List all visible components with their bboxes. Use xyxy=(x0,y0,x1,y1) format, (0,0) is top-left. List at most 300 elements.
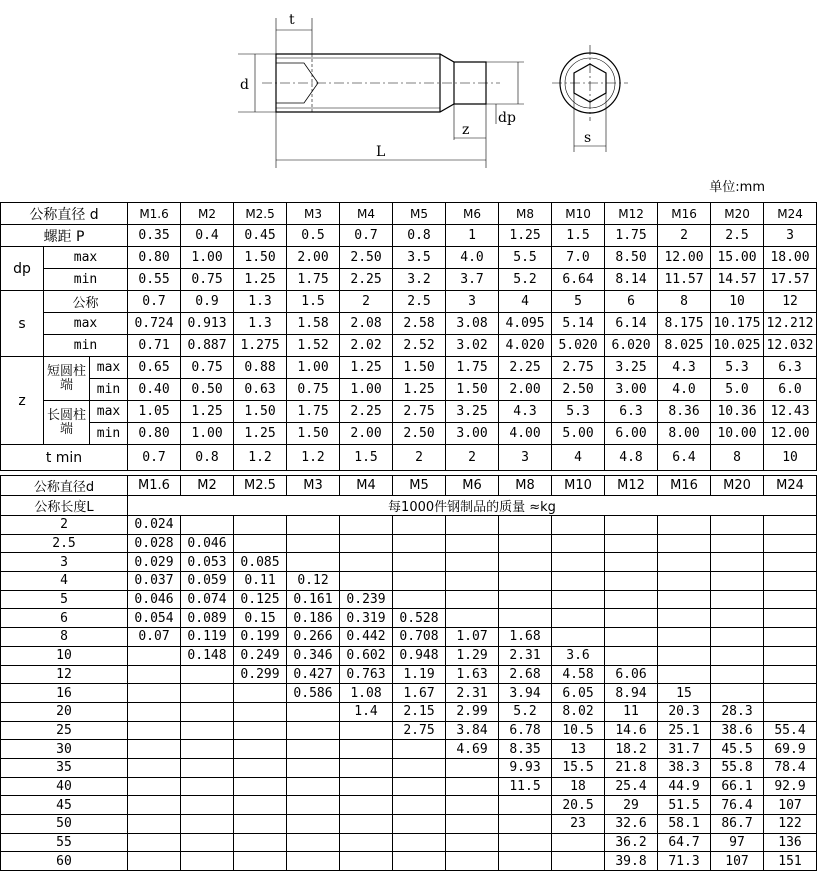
dp-min-value: 1.25 xyxy=(234,269,287,291)
table-row xyxy=(1,534,817,553)
label-min: min xyxy=(90,423,128,445)
dp-max-value: 15.00 xyxy=(711,247,764,269)
label-short-cylinder-end: 短圆柱端 xyxy=(44,357,90,401)
s-nominal-value: 10 xyxy=(711,291,764,313)
mass-value xyxy=(499,833,552,852)
pitch-value: 2.5 xyxy=(711,225,764,247)
label-dp: dp xyxy=(498,110,516,126)
s-max-value: 1.3 xyxy=(234,313,287,335)
mass-value xyxy=(605,646,658,665)
mass-value xyxy=(393,852,446,871)
mass-value xyxy=(499,590,552,609)
mass-value xyxy=(711,609,764,628)
s-min-value: 5.020 xyxy=(552,335,605,357)
mass-value: 0.054 xyxy=(128,609,181,628)
length-value: 2.5 xyxy=(1,534,128,553)
mass-value xyxy=(605,516,658,535)
mass-value: 0.053 xyxy=(181,553,234,572)
dp-min-value: 11.57 xyxy=(658,269,711,291)
mass-value xyxy=(234,852,287,871)
dp-min-value: 2.25 xyxy=(340,269,393,291)
dp-min-value: 17.57 xyxy=(764,269,817,291)
s-min-value: 1.275 xyxy=(234,335,287,357)
label-t: t xyxy=(289,12,295,28)
z-long-max-value: 2.25 xyxy=(340,401,393,423)
mass-value: 2.99 xyxy=(446,702,499,721)
mass-value xyxy=(287,852,340,871)
pitch-value: 0.5 xyxy=(287,225,340,247)
mass-value xyxy=(393,777,446,796)
dp-max-value: 0.80 xyxy=(128,247,181,269)
mass-value xyxy=(605,628,658,647)
mass-value: 0.528 xyxy=(393,609,446,628)
mass-value xyxy=(340,777,393,796)
header-nominal-length: 公称长度L xyxy=(1,496,128,516)
table-row xyxy=(1,646,817,665)
row-pitch xyxy=(1,225,817,247)
mass-value: 122 xyxy=(764,815,817,834)
mass-value xyxy=(181,796,234,815)
mass-value xyxy=(340,815,393,834)
length-value: 2 xyxy=(1,516,128,535)
mass-value xyxy=(552,516,605,535)
z-long-min-value: 0.80 xyxy=(128,423,181,445)
header-nominal-diameter: 公称直径 d xyxy=(1,203,128,225)
mass-value xyxy=(234,684,287,703)
mass-value: 78.4 xyxy=(764,758,817,777)
table-row xyxy=(1,852,817,871)
mass-value: 0.024 xyxy=(128,516,181,535)
s-min-value: 4.020 xyxy=(499,335,552,357)
mass-value: 15 xyxy=(658,684,711,703)
mass-value xyxy=(234,815,287,834)
mass-value xyxy=(287,702,340,721)
label-t-min: t min xyxy=(1,445,128,471)
label-dp: dp xyxy=(1,247,44,291)
z-long-max-value: 1.25 xyxy=(181,401,234,423)
label-s: s xyxy=(1,291,44,357)
row-mass-header xyxy=(1,476,817,496)
mass-value: 38.3 xyxy=(658,758,711,777)
mass-value xyxy=(181,740,234,759)
mass-value xyxy=(552,553,605,572)
mass-value: 0.148 xyxy=(181,646,234,665)
mass-value xyxy=(552,628,605,647)
mass-value xyxy=(128,777,181,796)
mass-value xyxy=(711,628,764,647)
unit-label: 单位:mm xyxy=(709,180,765,195)
mass-value: 51.5 xyxy=(658,796,711,815)
z-short-min-value: 0.75 xyxy=(287,379,340,401)
mass-value: 38.6 xyxy=(711,721,764,740)
mass-value xyxy=(234,702,287,721)
t-min-value: 0.8 xyxy=(181,445,234,471)
size-header: M2.5 xyxy=(234,203,287,225)
mass-value: 0.427 xyxy=(287,665,340,684)
dp-max-value: 7.0 xyxy=(552,247,605,269)
mass-value xyxy=(605,590,658,609)
mass-value: 2.15 xyxy=(393,702,446,721)
z-short-min-value: 2.50 xyxy=(552,379,605,401)
pitch-value: 3 xyxy=(764,225,817,247)
s-min-value: 10.025 xyxy=(711,335,764,357)
z-long-max-value: 10.36 xyxy=(711,401,764,423)
mass-value: 0.266 xyxy=(287,628,340,647)
mass-value: 107 xyxy=(764,796,817,815)
mass-value xyxy=(234,740,287,759)
mass-value: 92.9 xyxy=(764,777,817,796)
mass-value: 1.19 xyxy=(393,665,446,684)
mass-value xyxy=(658,590,711,609)
mass-value xyxy=(393,758,446,777)
t-min-value: 1.2 xyxy=(287,445,340,471)
t-min-value: 3 xyxy=(499,445,552,471)
mass-value: 18.2 xyxy=(605,740,658,759)
z-long-min-value: 12.00 xyxy=(764,423,817,445)
mass-value xyxy=(181,852,234,871)
mass-value xyxy=(446,833,499,852)
z-short-max-value: 0.65 xyxy=(128,357,181,379)
mass-value: 29 xyxy=(605,796,658,815)
length-value: 55 xyxy=(1,833,128,852)
length-value: 16 xyxy=(1,684,128,703)
mass-value xyxy=(711,534,764,553)
mass-value xyxy=(711,572,764,591)
mass-value xyxy=(764,684,817,703)
z-long-max-value: 1.75 xyxy=(287,401,340,423)
z-short-max-value: 3.25 xyxy=(605,357,658,379)
mass-value xyxy=(234,516,287,535)
z-long-min-value: 6.00 xyxy=(605,423,658,445)
header-nominal-diameter: 公称直径d xyxy=(1,476,128,496)
s-max-value: 0.913 xyxy=(181,313,234,335)
mass-value xyxy=(340,740,393,759)
z-long-max-value: 8.36 xyxy=(658,401,711,423)
z-long-min-value: 8.00 xyxy=(658,423,711,445)
mass-value xyxy=(552,609,605,628)
label-long-cylinder-end: 长圆柱端 xyxy=(44,401,90,445)
mass-value xyxy=(234,777,287,796)
length-value: 6 xyxy=(1,609,128,628)
mass-value xyxy=(446,852,499,871)
mass-value xyxy=(764,628,817,647)
table-row xyxy=(1,553,817,572)
mass-value: 25.4 xyxy=(605,777,658,796)
size-header: M4 xyxy=(340,476,393,496)
length-value: 40 xyxy=(1,777,128,796)
mass-value xyxy=(234,534,287,553)
mass-value xyxy=(340,534,393,553)
t-min-value: 2 xyxy=(446,445,499,471)
label-min: min xyxy=(90,379,128,401)
mass-value xyxy=(711,590,764,609)
mass-value xyxy=(552,852,605,871)
mass-value xyxy=(711,646,764,665)
mass-value: 0.239 xyxy=(340,590,393,609)
t-min-value: 10 xyxy=(764,445,817,471)
s-nominal-value: 2.5 xyxy=(393,291,446,313)
mass-value xyxy=(393,553,446,572)
row-dp-max xyxy=(1,247,817,269)
table-row xyxy=(1,609,817,628)
length-value: 4 xyxy=(1,572,128,591)
s-max-value: 10.175 xyxy=(711,313,764,335)
table-row xyxy=(1,740,817,759)
mass-value: 39.8 xyxy=(605,852,658,871)
mass-value: 151 xyxy=(764,852,817,871)
pitch-value: 1.25 xyxy=(499,225,552,247)
mass-value xyxy=(181,758,234,777)
mass-value xyxy=(605,609,658,628)
z-long-min-value: 3.00 xyxy=(446,423,499,445)
mass-value: 0.029 xyxy=(128,553,181,572)
mass-value: 10.5 xyxy=(552,721,605,740)
row-s-nominal xyxy=(1,291,817,313)
mass-value: 1.07 xyxy=(446,628,499,647)
mass-value xyxy=(393,534,446,553)
mass-value: 0.059 xyxy=(181,572,234,591)
mass-value xyxy=(499,796,552,815)
z-short-max-value: 1.50 xyxy=(393,357,446,379)
z-long-max-value: 12.43 xyxy=(764,401,817,423)
mass-value xyxy=(393,833,446,852)
label-max: max xyxy=(44,313,128,335)
size-header: M6 xyxy=(446,476,499,496)
pitch-value: 0.7 xyxy=(340,225,393,247)
mass-value xyxy=(287,740,340,759)
t-min-value: 6.4 xyxy=(658,445,711,471)
table-row xyxy=(1,572,817,591)
set-screw-drawing xyxy=(0,0,817,180)
row-z-short-min xyxy=(1,379,817,401)
z-long-min-value: 5.00 xyxy=(552,423,605,445)
mass-value xyxy=(764,590,817,609)
mass-value: 4.69 xyxy=(446,740,499,759)
mass-value: 11 xyxy=(605,702,658,721)
s-max-value: 5.14 xyxy=(552,313,605,335)
size-header: M8 xyxy=(499,476,552,496)
s-max-value: 4.095 xyxy=(499,313,552,335)
mass-value: 32.6 xyxy=(605,815,658,834)
mass-value xyxy=(393,516,446,535)
label-z: z xyxy=(1,357,44,445)
mass-value xyxy=(499,516,552,535)
mass-value xyxy=(340,516,393,535)
z-long-max-value: 3.25 xyxy=(446,401,499,423)
mass-value: 2.31 xyxy=(446,684,499,703)
mass-value xyxy=(128,758,181,777)
mass-value xyxy=(128,721,181,740)
mass-value: 76.4 xyxy=(711,796,764,815)
z-short-max-value: 4.3 xyxy=(658,357,711,379)
t-min-value: 1.2 xyxy=(234,445,287,471)
s-nominal-value: 8 xyxy=(658,291,711,313)
mass-value: 9.93 xyxy=(499,758,552,777)
mass-value: 71.3 xyxy=(658,852,711,871)
mass-value xyxy=(499,534,552,553)
dp-max-value: 2.50 xyxy=(340,247,393,269)
mass-value: 0.15 xyxy=(234,609,287,628)
dp-min-value: 6.64 xyxy=(552,269,605,291)
mass-value xyxy=(340,721,393,740)
mass-value xyxy=(287,721,340,740)
mass-value xyxy=(764,534,817,553)
dp-min-value: 0.75 xyxy=(181,269,234,291)
mass-value: 136 xyxy=(764,833,817,852)
table-row xyxy=(1,721,817,740)
size-header: M5 xyxy=(393,476,446,496)
mass-value: 21.8 xyxy=(605,758,658,777)
mass-value: 20.5 xyxy=(552,796,605,815)
mass-value: 55.8 xyxy=(711,758,764,777)
size-header: M24 xyxy=(764,476,817,496)
row-s-max xyxy=(1,313,817,335)
mass-value xyxy=(658,646,711,665)
mass-value: 1.67 xyxy=(393,684,446,703)
table-row xyxy=(1,833,817,852)
label-z: z xyxy=(462,122,470,138)
mass-value: 0.299 xyxy=(234,665,287,684)
mass-value xyxy=(234,796,287,815)
s-nominal-value: 3 xyxy=(446,291,499,313)
z-long-max-value: 1.05 xyxy=(128,401,181,423)
mass-value: 1.08 xyxy=(340,684,393,703)
mass-value xyxy=(658,553,711,572)
t-min-value: 4.8 xyxy=(605,445,658,471)
mass-value xyxy=(340,553,393,572)
mass-value xyxy=(446,758,499,777)
size-header: M12 xyxy=(605,203,658,225)
mass-value: 0.161 xyxy=(287,590,340,609)
mass-value: 44.9 xyxy=(658,777,711,796)
mass-value xyxy=(181,516,234,535)
mass-value xyxy=(181,665,234,684)
pitch-value: 1.5 xyxy=(552,225,605,247)
mass-value: 6.06 xyxy=(605,665,658,684)
mass-value: 1.29 xyxy=(446,646,499,665)
mass-value xyxy=(340,852,393,871)
mass-value: 6.05 xyxy=(552,684,605,703)
mass-value: 3.84 xyxy=(446,721,499,740)
z-short-max-value: 0.75 xyxy=(181,357,234,379)
mass-value xyxy=(128,702,181,721)
mass-value xyxy=(764,609,817,628)
dp-min-value: 5.2 xyxy=(499,269,552,291)
z-short-min-value: 2.00 xyxy=(499,379,552,401)
mass-value: 0.046 xyxy=(181,534,234,553)
mass-value xyxy=(181,815,234,834)
s-nominal-value: 12 xyxy=(764,291,817,313)
z-long-max-value: 6.3 xyxy=(605,401,658,423)
t-min-value: 2 xyxy=(393,445,446,471)
mass-value xyxy=(446,796,499,815)
z-short-min-value: 1.25 xyxy=(393,379,446,401)
length-value: 60 xyxy=(1,852,128,871)
mass-caption: 每1000件钢制品的质量 ≈kg xyxy=(128,496,817,516)
z-short-max-value: 1.00 xyxy=(287,357,340,379)
z-short-max-value: 2.25 xyxy=(499,357,552,379)
mass-value: 0.046 xyxy=(128,590,181,609)
mass-value xyxy=(340,833,393,852)
mass-value: 0.763 xyxy=(340,665,393,684)
s-nominal-value: 1.5 xyxy=(287,291,340,313)
mass-value: 3.94 xyxy=(499,684,552,703)
row-z-short-max xyxy=(1,357,817,379)
mass-value xyxy=(446,572,499,591)
pitch-value: 0.4 xyxy=(181,225,234,247)
mass-value xyxy=(658,665,711,684)
mass-value xyxy=(499,852,552,871)
mass-value xyxy=(340,796,393,815)
mass-value xyxy=(605,534,658,553)
mass-value: 0.125 xyxy=(234,590,287,609)
label-s: s xyxy=(584,130,592,146)
mass-value: 0.249 xyxy=(234,646,287,665)
z-short-min-value: 1.00 xyxy=(340,379,393,401)
z-long-max-value: 4.3 xyxy=(499,401,552,423)
mass-value xyxy=(711,516,764,535)
z-short-max-value: 1.75 xyxy=(446,357,499,379)
mass-value xyxy=(287,796,340,815)
label-nominal: 公称 xyxy=(44,291,128,313)
label-pitch: 螺距 P xyxy=(1,225,128,247)
row-nominal-diameter xyxy=(1,203,817,225)
length-value: 30 xyxy=(1,740,128,759)
mass-value xyxy=(128,833,181,852)
row-z-long-min xyxy=(1,423,817,445)
mass-value xyxy=(128,665,181,684)
z-short-max-value: 5.3 xyxy=(711,357,764,379)
mass-value: 4.58 xyxy=(552,665,605,684)
length-value: 8 xyxy=(1,628,128,647)
z-long-min-value: 2.50 xyxy=(393,423,446,445)
dp-max-value: 2.00 xyxy=(287,247,340,269)
mass-value xyxy=(287,833,340,852)
mass-value xyxy=(287,777,340,796)
mass-value xyxy=(552,534,605,553)
mass-value xyxy=(128,740,181,759)
mass-value: 97 xyxy=(711,833,764,852)
pitch-value: 1 xyxy=(446,225,499,247)
mass-value: 0.074 xyxy=(181,590,234,609)
dp-min-value: 14.57 xyxy=(711,269,764,291)
size-header: M1.6 xyxy=(128,203,181,225)
mass-value: 69.9 xyxy=(764,740,817,759)
label-max: max xyxy=(90,401,128,423)
mass-value xyxy=(393,796,446,815)
s-nominal-value: 6 xyxy=(605,291,658,313)
mass-value: 0.07 xyxy=(128,628,181,647)
mass-value xyxy=(181,684,234,703)
length-value: 5 xyxy=(1,590,128,609)
z-short-min-value: 3.00 xyxy=(605,379,658,401)
mass-value: 58.1 xyxy=(658,815,711,834)
z-short-min-value: 4.0 xyxy=(658,379,711,401)
t-min-value: 8 xyxy=(711,445,764,471)
row-z-long-max xyxy=(1,401,817,423)
mass-value xyxy=(658,534,711,553)
mass-value: 14.6 xyxy=(605,721,658,740)
mass-value: 0.11 xyxy=(234,572,287,591)
dp-min-value: 3.7 xyxy=(446,269,499,291)
mass-value: 45.5 xyxy=(711,740,764,759)
s-max-value: 2.08 xyxy=(340,313,393,335)
mass-value: 64.7 xyxy=(658,833,711,852)
pitch-value: 0.8 xyxy=(393,225,446,247)
mass-value xyxy=(287,758,340,777)
mass-value xyxy=(393,572,446,591)
mass-value xyxy=(499,553,552,572)
